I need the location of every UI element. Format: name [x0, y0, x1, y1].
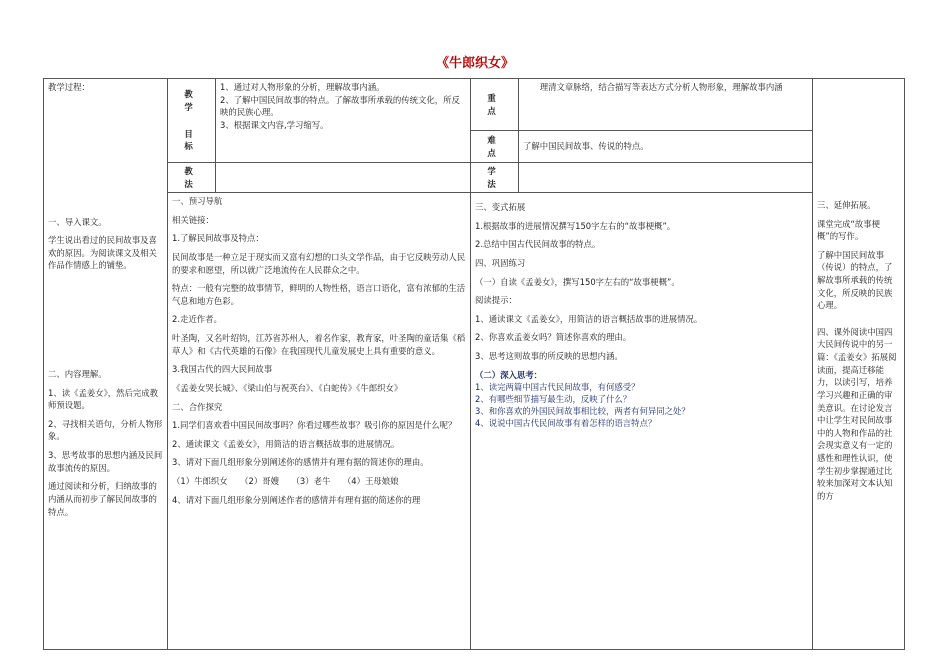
col4-item: 课堂完成“故事梗概”的写作。: [817, 218, 880, 242]
col3-item: 2.总结中国古代民间故事的特点。: [475, 239, 601, 250]
col3-item: 阅读提示：: [475, 295, 517, 306]
goal-item: 2、了解中国民间故事的特点。了解故事所承载的传统文化，所反映的民族心理。: [220, 94, 460, 118]
col2-item: 1.同学们喜欢看中国民间故事吗？你看过哪些故事？吸引你的原因是什么呢？: [172, 420, 457, 431]
col3-item: 三、变式拓展: [475, 202, 526, 213]
col2-item: 一、预习导航: [172, 196, 223, 207]
deep-question: 3、和你喜欢的外国民间故事相比较，两者有何异同之处？: [475, 406, 690, 417]
jiaoxue-label: 教 学: [184, 89, 214, 112]
col4-item: 三、延伸拓展。: [817, 200, 876, 210]
col2-item: 4、请对下面几组形象分别阐述作者的感情并有理有据的简述你的理: [172, 494, 421, 505]
xuefa-label: 学 法: [471, 163, 519, 193]
col3-item: 1.根据故事的进展情况撰写150字左右的“故事梗概”。: [475, 220, 676, 231]
col2-item: 叶圣陶，又名叶绍钧，江苏省苏州人，着名作家，教育家，叶圣陶的童话集《稻草人》和《古代英雄的石像》在我国现代儿童发展史上具有重要的意义。: [172, 333, 466, 356]
goals-cell: [216, 79, 471, 163]
zhongdian-text: 理清文章脉络，结合描写等表达方式分析人物形象，理解故事内涵: [519, 79, 813, 131]
goal-item: 3、根据课文内容,学习缩写。: [220, 119, 329, 130]
process-column: [44, 79, 168, 650]
goal-item: 1、通过对人物形象的分析，理解故事内涵。: [220, 82, 385, 92]
zhongdian-label: 重 点: [471, 79, 519, 131]
deep-thinking-heading: （二）深入思考：: [475, 369, 542, 380]
deep-question: 2、有哪些细节描写最生动，反映了什么？: [475, 394, 632, 405]
col2-item: 1.了解民间故事及特点：: [172, 233, 264, 244]
extension-column: [813, 79, 905, 650]
col2-item: 相关链接：: [172, 214, 214, 225]
col1-item: 学生说出看过的民间故事及喜欢的原因。为阅读课文及相关作品作情感上的铺垫。: [48, 235, 157, 271]
col2-item: 2.走近作者。: [172, 314, 222, 325]
goals-header: [168, 79, 216, 163]
col3-item: 2、你喜欢孟姜女吗？简述你喜欢的理由。: [475, 332, 632, 343]
lesson-plan-table: [43, 78, 905, 650]
col2-item: 3、请对下面几组形象分别阐述你的感情并有理有据的简述你的理由。: [172, 457, 429, 468]
col3-item: 四、巩固练习: [475, 258, 526, 269]
nandian-text: 了解中国民间故事、传说的特点。: [519, 131, 813, 163]
col3-item: （一）自读《孟姜女》，撰写150字左右的“故事梗概”。: [475, 276, 680, 287]
col2-item: 民间故事是一种立足于现实而又富有幻想的口头文学作品，由于它反映劳动人民的要求和愿望，所以就广泛地流传在人民群众之中。: [172, 252, 466, 275]
col2-item: 特点：一般有完整的故事情节，鲜明的人物性格，语言口语化，富有浓郁的生活气息和地方色彩。: [172, 283, 466, 306]
mubiao-label: 目 标: [184, 128, 214, 152]
deep-question: 1、读完两篇中国古代民间故事，有何感受？: [475, 381, 640, 392]
col2-item: 3.我国古代的四大民间故事: [172, 364, 273, 375]
col1-item: 二、内容理解。: [48, 369, 107, 380]
jiaofa-label: 教 法: [168, 163, 216, 193]
col1-item: 3、思考故事的思想内涵及民间故事流传的原因。: [48, 450, 163, 473]
col4-item: 四、课外阅读中国四大民间传说中的另一篇：《孟姜女》拓展阅读面，提高迁移能力，以读引写，培养学习兴趣和正确的审美意识。在讨论发言中让学生对民间故事中的人物和作品的社会现实意义有一定的感性和理性认识，使学生初步掌握通过比较来加深对文本认知的方: [817, 326, 897, 501]
xuefa-value: [519, 163, 813, 193]
col1-item: 2、寻找相关语句，分析人物形象。: [48, 418, 163, 442]
practice-column: [471, 193, 813, 650]
process-label: 教学过程：: [48, 82, 90, 92]
col1-item: 一、导入课文。: [48, 216, 107, 227]
document-title: 《牛郎织女》: [435, 56, 514, 71]
col2-item: 二、合作探究: [172, 401, 223, 412]
col2-item: 《孟姜女哭长城》、《梁山伯与祝英台》、《白蛇传》《牛郎织女》: [172, 382, 403, 393]
col1-item: 1、读《孟姜女》，然后完成教师预设题。: [48, 387, 159, 411]
col3-item: 3、思考这则故事的所反映的思想内涵。: [475, 351, 623, 362]
col3-item: 1、通读课文《孟姜女》，用简洁的语言概括故事的进展情况。: [475, 313, 703, 324]
col2-item: 2、通读课文《孟姜女》，用简洁的语言概括故事的进展情况。: [172, 438, 400, 449]
col4-item: 了解中国民间故事（传说）的特点，了解故事所承载的传统文化，所反映的民族心理。: [817, 249, 893, 311]
col2-item: （1）牛郎织女 （2）哥嫂 （3）老牛 （4）王母娘娘: [172, 475, 399, 486]
nandian-label: 难 点: [471, 131, 519, 163]
col1-item: 通过阅读和分析，归纳故事的内涵从而初步了解民间故事的特点。: [48, 481, 157, 517]
jiaofa-value: [216, 163, 471, 193]
deep-question: 4、说说中国古代民间故事有着怎样的语言特点？: [475, 418, 657, 429]
inquiry-column: [168, 193, 471, 650]
